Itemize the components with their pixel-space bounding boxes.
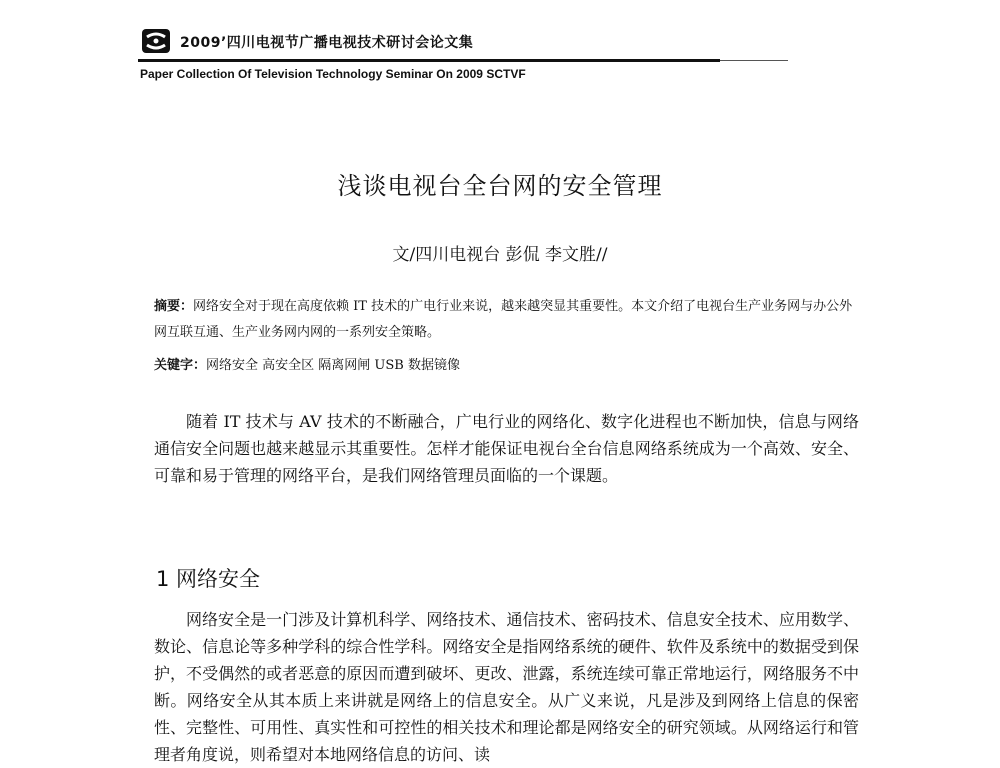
- intro-paragraph: 随着 IT 技术与 AV 技术的不断融合，广电行业的网络化、数字化进程也不断加快，信息与网络通信安全问题也越来越显示其重要性。怎样才能保证电视台全台信息网络系统成为一个高效、安全、可靠和易于管理的网络平台，是我们网络管理员面临的一个课题。: [154, 412, 859, 485]
- journal-logo-icon: [141, 26, 171, 56]
- keywords-text: 网络安全 高安全区 隔离网闸 USB 数据镜像: [206, 358, 460, 373]
- abstract-text: 网络安全对于现在高度依赖 IT 技术的广电行业来说，越来越突显其重要性。本文介绍了电视台生产业务网与办公外网互联互通、生产业务网内网的一系列安全策略。: [154, 299, 853, 340]
- section-1-body: 网络安全是一门涉及计算机科学、网络技术、通信技术、密码技术、信息安全技术、应用数学、数论、信息论等多种学科的综合性学科。网络安全是指网络系统的硬件、软件及系统中的数据受到保护，不受偶然的或者恶意的原因而遭到破坏、更改、泄露，系统连续可靠正常地运行，网络服务不中断。网络安全从其本质上来讲就是网络上的信息安全。从广义来说，凡是涉及到网络上信息的保密性、完整性、可用性、真实性和可控性的相关技术和理论都是网络安全的研究领域。从网络运行和管理者角度说，则希望对本地网络信息的访问、读: [154, 610, 859, 764]
- abstract-label: 摘要：: [154, 299, 194, 314]
- keywords: [154, 356, 859, 376]
- journal-title-en: Paper Collection Of Television Technology Seminar On 2009 SCTVF: [140, 67, 526, 81]
- paper-title: 浅谈电视台全台网的安全管理: [337, 172, 663, 200]
- abstract: [154, 294, 859, 346]
- author-byline: 文/四川电视台 彭侃 李文胜//: [392, 245, 608, 265]
- keywords-label: 关键字：: [154, 358, 207, 373]
- journal-title-cn: 2009’四川电视节广播电视技术研讨会论文集: [180, 35, 474, 51]
- section-1-heading: 1 网络安全: [156, 567, 261, 591]
- header-rule: [138, 59, 720, 62]
- header-rule-tail: [720, 60, 788, 61]
